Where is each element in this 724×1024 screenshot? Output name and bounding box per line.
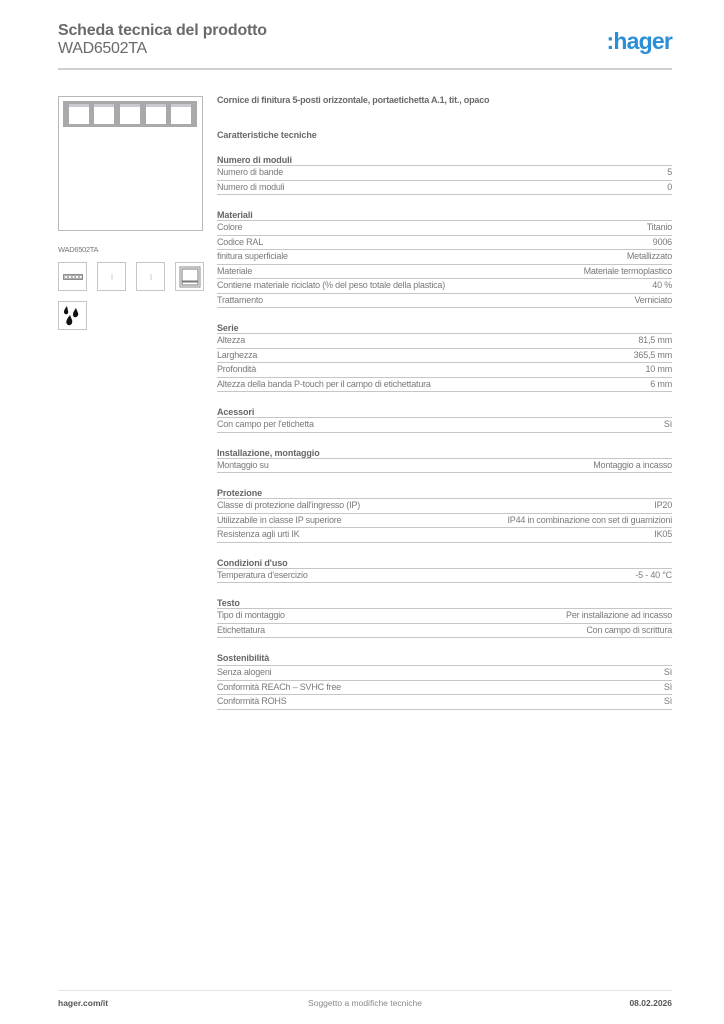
spec-row <box>217 250 672 265</box>
spec-label: Materiale <box>217 265 253 276</box>
technical-characteristics-heading: Caratteristiche tecniche <box>217 130 317 140</box>
feature-icons <box>58 262 204 291</box>
section-title: Materiali <box>217 209 672 221</box>
spec-row <box>217 569 672 584</box>
section-title: Condizioni d'uso <box>217 557 672 569</box>
product-image <box>58 96 203 231</box>
spec-row <box>217 666 672 681</box>
label-holder-icon <box>175 262 204 291</box>
page-header <box>58 22 672 70</box>
section-title: Protezione <box>217 487 672 499</box>
spec-row <box>217 236 672 251</box>
section-acessori <box>217 406 672 433</box>
spec-row <box>217 681 672 696</box>
spec-label: Con campo per l'etichetta <box>217 419 314 429</box>
spec-value: IK05 <box>654 529 672 539</box>
frame-slot <box>94 104 114 124</box>
section-protezione <box>217 487 672 543</box>
header-divider <box>58 68 672 70</box>
spec-value: Titanio <box>646 222 672 232</box>
footer-note: Soggetto a modifiche tecniche <box>308 998 422 1008</box>
product-code: WAD6502TA <box>58 40 147 57</box>
blank-module-icon <box>97 262 126 291</box>
spec-row <box>217 363 672 378</box>
spec-label: Altezza della banda P-touch per il campo di etichettatura <box>217 378 431 389</box>
spec-row <box>217 459 672 474</box>
section-sostenibilita <box>217 652 672 710</box>
spec-row <box>217 181 672 196</box>
spec-row <box>217 294 672 309</box>
frame-slot <box>146 104 166 124</box>
spec-row <box>217 695 672 710</box>
section-title: Sostenibilità <box>217 652 672 666</box>
section-installazione <box>217 447 672 474</box>
spec-value: 10 mm <box>645 364 672 374</box>
spec-value: 0 <box>667 181 672 192</box>
section-materiali <box>217 209 672 308</box>
spec-row <box>217 349 672 364</box>
section-title: Serie <box>217 322 672 334</box>
footer-date: 08.02.2026 <box>629 998 672 1008</box>
spec-row <box>217 279 672 294</box>
spec-value: IP20 <box>654 500 672 510</box>
spec-value: Sì <box>663 419 672 429</box>
spec-row <box>217 378 672 393</box>
spec-value: Materiale termoplastico <box>583 265 672 276</box>
spec-row <box>217 166 672 181</box>
spec-row <box>217 609 672 624</box>
five-module-frame-icon <box>58 262 87 291</box>
spec-label: Temperatura d'esercizio <box>217 569 308 580</box>
product-description: Cornice di finitura 5-posti orizzontale, portaetichetta A.1, tit., opaco <box>217 95 490 105</box>
spec-value: Con campo di scrittura <box>586 624 672 635</box>
product-image-column <box>58 96 203 254</box>
spec-label: Senza alogeni <box>217 667 272 677</box>
frame-slot <box>171 104 191 124</box>
document-title: Scheda tecnica del prodotto <box>58 22 267 39</box>
water-drops-icon <box>58 301 87 330</box>
blank-module-icon <box>136 262 165 291</box>
section-title: Numero di moduli <box>217 154 672 166</box>
hager-logo: :hager <box>606 28 672 54</box>
spec-label: Numero di moduli <box>217 181 285 192</box>
spec-value: Verniciato <box>634 294 672 305</box>
spec-row <box>217 514 672 529</box>
spec-value: 81,5 mm <box>638 335 672 345</box>
spec-label: Utilizzabile in classe IP superiore <box>217 514 342 525</box>
spec-value: 9006 <box>652 236 672 247</box>
footer-divider <box>58 990 672 991</box>
section-title: Installazione, montaggio <box>217 447 672 459</box>
spec-value: 6 mm <box>650 378 672 389</box>
spec-label: Profondità <box>217 364 257 374</box>
spec-row <box>217 334 672 349</box>
section-testo <box>217 597 672 638</box>
protection-icons <box>58 301 87 330</box>
spec-label: Contiene materiale riciclato (% del peso totale della plastica) <box>217 280 446 290</box>
spec-row <box>217 418 672 433</box>
spec-row <box>217 528 672 543</box>
spec-value: Per installazione ad incasso <box>566 610 672 620</box>
spec-label: Larghezza <box>217 349 258 360</box>
section-numero-di-moduli <box>217 154 672 195</box>
spec-label: Conformità ROHS <box>217 696 287 706</box>
spec-row <box>217 499 672 514</box>
five-gang-frame-illustration <box>63 101 197 127</box>
spec-value: Sì <box>663 681 672 692</box>
spec-value: -5 - 40 °C <box>635 569 672 580</box>
website-link[interactable]: hager.com/it <box>58 998 109 1008</box>
spec-label: Trattamento <box>217 294 263 305</box>
spec-label: Etichettatura <box>217 624 265 635</box>
spec-value: Montaggio a incasso <box>593 459 672 470</box>
frame-slot <box>69 104 89 124</box>
spec-label: Colore <box>217 222 243 232</box>
section-serie <box>217 322 672 392</box>
spec-value: Sì <box>663 667 672 677</box>
frame-slot <box>120 104 140 124</box>
product-image-caption: WAD6502TA <box>58 245 99 254</box>
spec-value: 5 <box>667 167 672 177</box>
spec-label: finitura superficiale <box>217 251 288 261</box>
section-condizioni-uso <box>217 557 672 584</box>
spec-value: 365,5 mm <box>633 349 672 360</box>
spec-value: 40 % <box>652 280 672 290</box>
spec-label: Codice RAL <box>217 236 264 247</box>
spec-label: Numero di bande <box>217 167 284 177</box>
spec-value: IP44 in combinazione con set di guarnizioni <box>507 514 672 525</box>
spec-label: Tipo di montaggio <box>217 610 285 620</box>
spec-row <box>217 221 672 236</box>
spec-label: Classe di protezione dall'ingresso (IP) <box>217 500 360 510</box>
spec-value: Metallizzato <box>626 251 672 261</box>
spec-label: Resistenza agli urti IK <box>217 529 300 539</box>
section-title: Acessori <box>217 406 672 418</box>
spec-row <box>217 624 672 639</box>
spec-row <box>217 265 672 280</box>
spec-label: Altezza <box>217 335 246 345</box>
spec-label: Montaggio su <box>217 459 269 470</box>
spec-label: Conformità REACh – SVHC free <box>217 681 341 692</box>
specifications <box>217 95 672 710</box>
spec-value: Sì <box>663 696 672 706</box>
section-title: Testo <box>217 597 672 609</box>
